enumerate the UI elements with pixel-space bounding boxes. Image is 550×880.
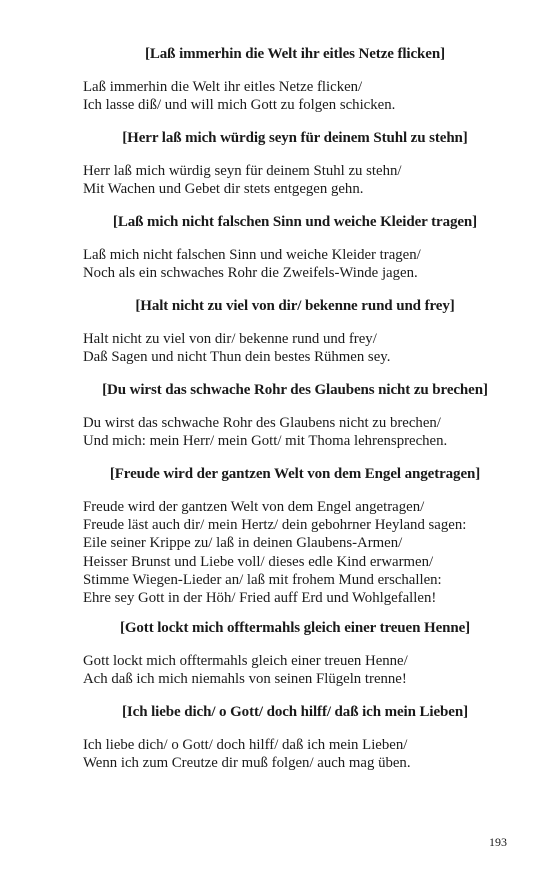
poem-lines <box>83 736 550 772</box>
poem <box>0 703 550 772</box>
poem <box>0 619 550 688</box>
poem-line: Wenn ich zum Creutze dir muß folgen/ auch mag üben. <box>83 755 411 772</box>
poem-lines <box>83 246 550 282</box>
poem <box>0 213 550 282</box>
poem-line: Daß Sagen und nicht Thun dein bestes Rühmen sey. <box>83 349 391 366</box>
poem-title: [Du wirst das schwache Rohr des Glaubens nicht zu brechen] <box>102 382 488 398</box>
poem-line: Ich liebe dich/ o Gott/ doch hilff/ daß ich mein Lieben/ <box>83 737 408 753</box>
poem-title: [Herr laß mich würdig seyn für deinem Stuhl zu stehn] <box>122 130 468 146</box>
poem-line: Laß mich nicht falschen Sinn und weiche Kleider tragen/ <box>83 247 421 263</box>
poem-line: Halt nicht zu viel von dir/ bekenne rund und frey/ <box>83 331 377 347</box>
poem-line: Ich lasse diß/ und will mich Gott zu folgen schicken. <box>83 97 396 114</box>
poem-title: [Gott lockt mich offtermahls gleich einer treuen Henne] <box>119 620 471 636</box>
poem-lines <box>83 330 550 366</box>
poem-title: [Laß immerhin die Welt ihr eitles Netze flicken] <box>144 46 445 62</box>
poem <box>0 297 550 366</box>
poem-line: Laß immerhin die Welt ihr eitles Netze flicken/ <box>83 79 363 95</box>
poem-line: Ach daß ich mich niemahls von seinen Flügeln trenne! <box>83 671 407 688</box>
poem-lines <box>83 78 550 114</box>
poem-line: Heisser Brunst und Liebe voll/ dieses edle Kind erwarmen/ <box>83 553 434 570</box>
poem <box>0 45 550 114</box>
poem-line: Ehre sey Gott in der Höh/ Fried auff Erd und Wohlgefallen! <box>83 590 437 607</box>
poem-lines <box>83 162 550 198</box>
poem-title: [Laß mich nicht falschen Sinn und weiche Kleider tragen] <box>112 214 478 230</box>
poem-title: [Ich liebe dich/ o Gott/ doch hilff/ daß ich mein Lieben] <box>122 704 468 720</box>
poem-line: Eile seiner Krippe zu/ laß in deinen Glaubens-Armen/ <box>83 535 403 552</box>
poem-line: Stimme Wiegen-Lieder an/ laß mit frohem Mund erschallen: <box>83 571 442 588</box>
poem <box>0 381 550 450</box>
poem-title: [Halt nicht zu viel von dir/ bekenne rund und frey] <box>135 298 455 314</box>
poem-title: [Freude wird der gantzen Welt von dem Engel angetragen] <box>109 466 481 482</box>
poem-line: Freude wird der gantzen Welt von dem Engel angetragen/ <box>83 499 425 515</box>
poem-line: Herr laß mich würdig seyn für deinem Stuhl zu stehn/ <box>83 163 402 179</box>
poem-line: Du wirst das schwache Rohr des Glaubens nicht zu brechen/ <box>83 415 441 431</box>
page-number: 193 <box>489 835 507 849</box>
poem-line: Noch als ein schwaches Rohr die Zweifels-Winde jagen. <box>83 265 418 282</box>
poem-lines <box>83 652 550 688</box>
poem <box>0 465 550 607</box>
poem-lines <box>83 414 550 450</box>
poem-line: Gott lockt mich offtermahls gleich einer treuen Henne/ <box>83 653 408 669</box>
poem-line: Mit Wachen und Gebet dir stets entgegen gehn. <box>83 181 364 198</box>
poem-line: Und mich: mein Herr/ mein Gott/ mit Thoma lehrensprechen. <box>83 433 448 450</box>
poem <box>0 129 550 198</box>
poem-lines <box>83 498 550 607</box>
poem-line: Freude läst auch dir/ mein Hertz/ dein gebohrner Heyland sagen: <box>83 517 467 534</box>
